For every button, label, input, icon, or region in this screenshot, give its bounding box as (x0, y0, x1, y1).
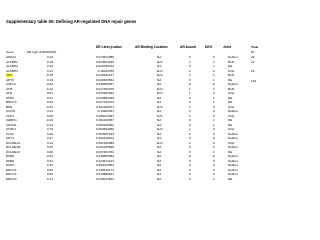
deg-cell: 1 (213, 59, 215, 64)
location-cell: Enh (157, 113, 163, 118)
pvalue-cell: 0.001196357 (96, 118, 114, 122)
deg-cell: 0 (213, 140, 215, 145)
class-cell: Neither (228, 158, 238, 163)
deg-cell: 1 (213, 77, 215, 82)
log2-cell: 0.08 (46, 113, 53, 118)
bound-cell: 0 (189, 163, 191, 167)
header-gene: Gene (6, 50, 14, 54)
pvalue-cell: 0.876990422 (95, 91, 114, 95)
pvalue-cell: 0.038272622 (95, 176, 114, 181)
deg-cell: 0 (213, 136, 215, 140)
class-cell: Chip (228, 140, 235, 145)
deg-cell: 0 (213, 145, 215, 149)
gene-cell: ERCC3 (6, 176, 17, 181)
location-cell: NA (157, 131, 162, 136)
log2-cell: 0.79 (46, 127, 53, 131)
pvalue-cell: 0.037463702 (95, 149, 114, 154)
total-neither: 87 (251, 50, 255, 54)
deg-cell: 0 (213, 68, 215, 73)
log2-cell: -0.26 (45, 82, 53, 86)
pvalue-cell: 0.13482301 (97, 109, 114, 113)
location-cell: Enh (157, 86, 163, 91)
class-cell: Both (228, 86, 235, 91)
bound-cell: 1 (189, 59, 191, 64)
gene-cell: ASF1A (6, 82, 16, 86)
pvalue-cell: 0.108443172 (95, 167, 114, 172)
location-cell: NA (157, 145, 162, 149)
deg-cell: 1 (213, 118, 215, 122)
deg-cell: 0 (213, 104, 215, 109)
class-cell: DE (228, 77, 233, 82)
pvalue-cell: 0.16044785 (97, 68, 114, 73)
gene-cell: APTX (6, 77, 15, 82)
class-cell: DE (228, 100, 233, 104)
header-de-p: DE t-test p-value (96, 45, 123, 49)
log2-cell: 0.11 (47, 109, 53, 113)
location-cell: NA (157, 163, 162, 167)
pvalue-cell: 0.060654066 (95, 127, 114, 131)
class-cell: Neither (228, 136, 238, 140)
deg-cell: 0 (213, 172, 215, 176)
deg-cell: 0 (213, 91, 215, 95)
deg-cell: 1 (213, 95, 215, 100)
location-cell: Enh (157, 73, 163, 77)
log2-cell: 0.08 (46, 149, 53, 154)
gene-cell: CHAF1 (6, 127, 17, 131)
table-row (6, 177, 256, 182)
pvalue-cell: 0.062195598 (95, 145, 114, 149)
deg-cell: 1 (213, 64, 215, 68)
class-cell: Neither (228, 163, 238, 167)
deg-cell: 1 (213, 100, 215, 104)
bound-cell: 1 (189, 113, 191, 118)
deg-cell: 0 (213, 82, 215, 86)
class-cell: DE (228, 118, 233, 122)
class-cell: Chip (228, 127, 235, 131)
gene-table (6, 55, 256, 181)
class-cell: DE (228, 149, 233, 154)
gene-cell: CRY1 (6, 136, 15, 140)
pvalue-cell: 0.393418514 (95, 136, 114, 140)
log2-cell: 0.06 (46, 145, 53, 149)
log2-cell: 0.31 (46, 158, 53, 163)
log2-cell: -0.12 (45, 86, 53, 91)
bound-cell: 1 (189, 73, 191, 77)
bound-cell: 0 (189, 100, 191, 104)
header-total: Total (251, 45, 259, 49)
location-cell: NA (157, 118, 162, 122)
location-cell: NA (157, 176, 162, 181)
log2-cell: -0.16 (45, 118, 53, 122)
location-cell: NA (157, 149, 162, 154)
pvalue-cell: 0.024923199 (95, 59, 114, 64)
log2-cell: 0.14 (46, 55, 53, 59)
class-cell: Chip (228, 68, 235, 73)
page-title: Supplementary table S5: Defining AR-regulated DNA repair genes (6, 19, 137, 24)
log2-cell: -0.04 (45, 154, 53, 158)
class-cell: Neither (228, 82, 238, 86)
bound-cell: 0 (189, 95, 191, 100)
log2-cell: 0.13 (46, 176, 53, 181)
location-cell: NA (157, 95, 162, 100)
bound-cell: 0 (189, 55, 191, 59)
gene-cell: CEBPG (6, 118, 17, 122)
pvalue-cell: 0.074514085 (95, 55, 114, 59)
deg-cell: 0 (213, 127, 215, 131)
bound-cell: 0 (189, 131, 191, 136)
log2-cell: 0.40 (46, 64, 53, 68)
bound-cell: 1 (189, 104, 191, 109)
header-deg: DEG (205, 45, 213, 49)
location-cell: NA (157, 172, 162, 176)
class-cell: DE (228, 176, 233, 181)
bound-cell: 0 (189, 158, 191, 163)
gene-cell: APEX1 (6, 55, 16, 59)
deg-cell: 0 (213, 109, 215, 113)
location-cell: NA (157, 122, 162, 127)
header-ar-bound: AR-bound (180, 45, 196, 49)
log2-cell: 0.10 (46, 140, 53, 145)
pvalue-cell: 0.223614123 (95, 158, 114, 163)
location-cell: NA (157, 167, 162, 172)
location-cell: NA (157, 100, 162, 104)
location-cell: Enh (157, 91, 163, 95)
location-cell: NA (157, 109, 162, 113)
bound-cell: 0 (189, 77, 191, 82)
location-cell: NA (157, 82, 162, 86)
log2-cell: -0.21 (45, 95, 53, 100)
class-cell: Neither (228, 167, 238, 172)
log2-cell: 0.29 (46, 100, 53, 104)
pvalue-cell: 0.238658037 (95, 82, 114, 86)
class-cell: Chip (228, 104, 235, 109)
total-both: 12 (251, 59, 255, 64)
log2-cell: 0.10 (46, 163, 53, 167)
header-de-log2: DE log2 (100/DMSO) (27, 50, 57, 54)
bound-cell: 0 (189, 136, 191, 140)
class-cell: DE (228, 64, 233, 68)
gene-cell: ATM (6, 86, 13, 91)
log2-cell: 0.06 (46, 131, 53, 136)
gene-cell: CDK7 (6, 113, 15, 118)
bound-cell: 0 (189, 109, 191, 113)
pvalue-cell: 0.018162147 (95, 73, 114, 77)
pvalue-cell: 0.002938362 (95, 122, 114, 127)
pvalue-cell: 0.019335702 (95, 64, 114, 68)
deg-cell: 0 (213, 158, 215, 163)
gene-cell: ALKBH3 (6, 68, 18, 73)
total-chip: 16 (251, 69, 255, 74)
pvalue-cell: 0.821180071 (96, 104, 114, 109)
bound-cell: 0 (189, 176, 191, 181)
class-cell: Chip (228, 113, 235, 118)
class-cell: Neither (228, 145, 238, 149)
class-cell: Neither (228, 55, 238, 59)
class-cell: Both (228, 73, 235, 77)
bound-cell: 1 (189, 91, 191, 95)
class-cell: Neither (228, 131, 238, 136)
log2-cell: 0.19 (46, 77, 53, 82)
class-cell: DE (228, 95, 233, 100)
bound-cell: 0 (189, 154, 191, 158)
log2-cell: -0.12 (45, 122, 53, 127)
gene-cell: DCLRE1C (6, 149, 21, 154)
deg-cell: 0 (213, 163, 215, 167)
log2-cell: 0.09 (46, 167, 53, 172)
pvalue-cell: 0.023884428 (95, 95, 114, 100)
deg-cell: 0 (213, 131, 215, 136)
gene-cell: DDB1 (6, 154, 15, 158)
gene-cell: DCLRE1A (6, 140, 21, 145)
total-deg: 42 (251, 54, 255, 59)
location-cell: NA (157, 64, 162, 68)
gene-cell: CLK2 (6, 131, 14, 136)
gene-cell: CCNH (6, 109, 15, 113)
location-cell: NA (157, 55, 162, 59)
gene-cell: DCLRE1B (6, 145, 21, 149)
pvalue-cell: 0.032400552 (95, 77, 114, 82)
gene-cell: CETN2 (6, 122, 17, 127)
location-cell: NA (157, 158, 162, 163)
pvalue-cell: 0.203987193 (95, 131, 114, 136)
class-cell: Neither (228, 109, 238, 113)
deg-cell: 1 (213, 86, 215, 91)
location-cell: Enh (157, 59, 163, 64)
header-class: Joint (223, 45, 231, 49)
location-cell: NA (157, 136, 162, 140)
class-cell: Both (228, 59, 235, 64)
location-cell: Enh (157, 68, 163, 73)
gene-cell: BRCC3 (6, 100, 17, 104)
gene-cell: ERCC1 (6, 167, 17, 172)
deg-cell: 0 (213, 154, 215, 158)
gene-cell: ATR (6, 91, 12, 95)
log2-cell: -0.18 (45, 59, 53, 64)
gene-cell: DDB2 (6, 158, 15, 163)
bound-cell: 0 (189, 122, 191, 127)
gene-cell: APC (6, 73, 13, 77)
deg-cell: 0 (213, 113, 215, 118)
bound-cell: 1 (189, 68, 191, 73)
log2-cell: 0.05 (46, 172, 53, 176)
bound-cell: 0 (189, 64, 191, 68)
log2-cell: 0.01 (46, 91, 53, 95)
bound-cell: 1 (189, 140, 191, 145)
gene-cell: ALKBH1 (6, 59, 18, 64)
bound-cell: 0 (189, 167, 191, 172)
bound-cell: 0 (189, 149, 191, 154)
location-cell: NA (157, 77, 162, 82)
bound-cell: 1 (189, 127, 191, 131)
bound-cell: 0 (189, 172, 191, 176)
deg-cell: 0 (213, 55, 215, 59)
location-cell: Enh (157, 140, 163, 145)
header-ar-binding: AR Binding Location (135, 45, 168, 49)
gene-cell: ATRX (6, 95, 15, 100)
pvalue-cell: 0.017252075 (95, 86, 114, 91)
location-cell: Enh (157, 127, 163, 131)
gene-cell: ERCC2 (6, 172, 17, 176)
deg-cell: 1 (213, 149, 215, 154)
log2-cell: -0.04 (45, 104, 53, 109)
bound-cell: 0 (189, 82, 191, 86)
bound-cell: 1 (189, 86, 191, 91)
class-cell: DE (228, 122, 233, 127)
gene-cell: ALKBH2 (6, 64, 18, 68)
log2-cell: 0.17 (46, 136, 53, 140)
location-cell: NA (157, 154, 162, 158)
pvalue-cell: 0.395014097 (95, 113, 114, 118)
gene-cell: DMC1 (6, 163, 15, 167)
bound-cell: 0 (189, 145, 191, 149)
deg-cell: 1 (213, 122, 215, 127)
pvalue-cell: 0.446866664 (95, 154, 114, 158)
total-sum: 144 (251, 78, 257, 83)
class-cell: Neither (228, 154, 238, 158)
bound-cell: 0 (189, 118, 191, 122)
deg-cell: 1 (213, 176, 215, 181)
pvalue-cell: 0.561292089 (95, 140, 114, 145)
log2-cell: -0.18 (45, 73, 53, 77)
gene-cell: BRE (6, 104, 13, 109)
pvalue-cell: 0.519889621 (95, 172, 114, 176)
class-cell: Neither (228, 172, 238, 176)
deg-cell: 1 (213, 73, 215, 77)
pvalue-cell: 0.027193474 (95, 100, 114, 104)
location-cell: Enh (157, 104, 163, 109)
class-cell: Chip (228, 91, 235, 95)
deg-cell: 0 (213, 167, 215, 172)
log2-cell: 0.21 (46, 68, 53, 73)
pvalue-cell: 0.502010963 (95, 163, 114, 167)
